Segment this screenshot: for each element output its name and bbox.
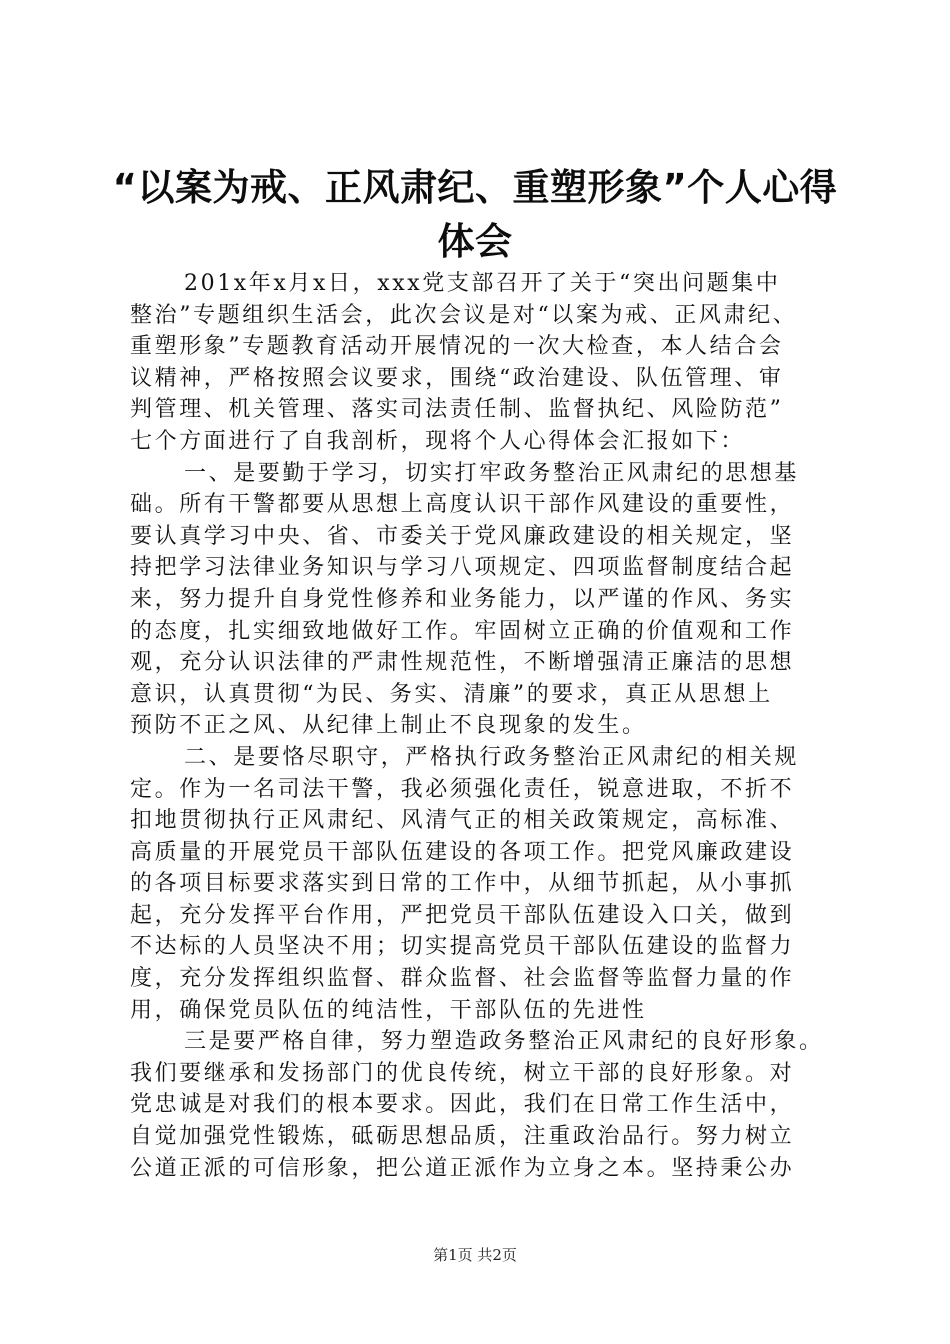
body-line: 的各项目标要求落实到日常的工作中，从细节抓起，从小事抓 (130, 871, 795, 897)
document-body (130, 268, 830, 1184)
body-line: 预防不正之风、从纪律上制止不良现象的发生。 (130, 713, 647, 739)
body-line: 础。所有干警都要从思想上高度认识干部作风建设的重要性， (130, 492, 795, 518)
body-line: 重塑形象”专题教育活动开展情况的一次大检查，本人结合会 (130, 334, 784, 360)
body-line: 要认真学习中央、省、市委关于党风廉政建设的相关规定，坚 (130, 523, 795, 549)
body-line: 二、是要恪尽职守，严格执行政务整治正风肃纪的相关规 (184, 744, 800, 770)
body-line: 一、是要勤于学习，切实打牢政务整治正风肃纪的思想基 (184, 460, 800, 486)
body-line: 持把学习法律业务知识与学习八项规定、四项监督制度结合起 (130, 555, 795, 581)
body-line: 三是要严格自律，努力塑造政务整治正风肃纪的良好形象。 (184, 1029, 824, 1055)
body-line: 整治”专题组织生活会，此次会议是对“以案为戒、正风肃纪、 (130, 302, 798, 328)
body-line: 意识，认真贯彻“为民、务实、清廉”的要求，真正从思想上 (130, 681, 773, 707)
body-line: 七个方面进行了自我剖析，现将个人心得体会汇报如下： (130, 428, 746, 454)
body-line: 议精神，严格按照会议要求，围绕“政治建设、队伍管理、审 (130, 365, 784, 391)
body-line: 度，充分发挥组织监督、群众监督、社会监督等监督力量的作 (130, 966, 795, 992)
body-line: 自觉加强党性锻炼，砥砺思想品质，注重政治品行。努力树立 (130, 1124, 795, 1150)
body-line: 扣地贯彻执行正风肃纪、风清气正的相关政策规定，高标准、 (130, 808, 795, 834)
body-line: 判管理、机关管理、落实司法责任制、监督执纪、风险防范” (130, 397, 784, 423)
body-line: 定。作为一名司法干警，我必须强化责任，锐意进取，不折不 (130, 776, 795, 802)
body-line: 党忠诚是对我们的根本要求。因此，我们在日常工作生活中， (130, 1092, 795, 1118)
body-line: 高质量的开展党员干部队伍建设的各项工作。把党风廉政建设 (130, 839, 795, 865)
document-title-line-2: 体会 (437, 220, 513, 263)
page-number-footer: 第1页 共2页 (433, 1246, 517, 1264)
body-line: 的态度，扎实细致地做好工作。牢固树立正确的价值观和工作 (130, 618, 795, 644)
body-line: 不达标的人员坚决不用；切实提高党员干部队伍建设的监督力 (130, 934, 795, 960)
body-line: 用，确保党员队伍的纯洁性，干部队伍的先进性 (130, 997, 647, 1023)
body-line: 我们要继承和发扬部门的优良传统，树立干部的良好形象。对 (130, 1060, 795, 1086)
body-line: 201x年x月x日，xxx党支部召开了关于“突出问题集中 (184, 271, 781, 296)
document-title-line-1: “以案为戒、正风肃纪、重塑形象”个人心得 (112, 166, 838, 209)
body-line: 观，充分认识法律的严肃性规范性，不断增强清正廉洁的思想 (130, 650, 795, 676)
body-line: 起，充分发挥平台作用，严把党员干部队伍建设入口关，做到 (130, 902, 795, 928)
body-line: 公道正派的可信形象，把公道正派作为立身之本。坚持秉公办 (130, 1155, 795, 1181)
body-line: 来，努力提升自身党性修养和业务能力，以严谨的作风、务实 (130, 586, 795, 612)
